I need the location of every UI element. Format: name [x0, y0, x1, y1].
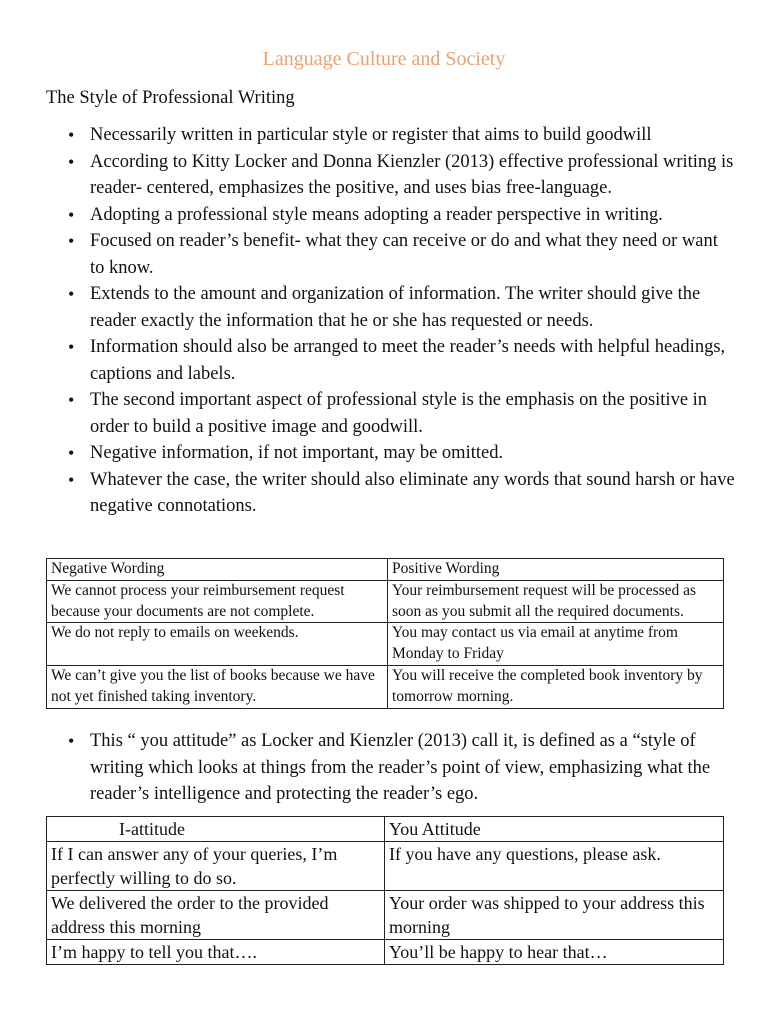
table-cell: I’m happy to tell you that…. — [47, 940, 385, 965]
table-row — [47, 940, 724, 965]
table-header-cell: Negative Wording — [47, 559, 388, 581]
table-row — [47, 580, 724, 623]
bullet-item: • The second important aspect of professional style is the emphasis on the positive in order to build a positive image and goodwill. — [46, 387, 736, 440]
bullet-list — [46, 122, 736, 520]
table-cell: You’ll be happy to hear that… — [385, 940, 724, 965]
table-cell: You will receive the completed book inventory by tomorrow morning. — [388, 665, 724, 708]
table-header-row — [47, 817, 724, 842]
bullet-item: • This “ you attitude” as Locker and Kienzler (2013) call it, is defined as a “style of writing which looks at things from the reader’s point of view, emphasizing what the reader’s intelligence and protecting the reader’s ego. — [46, 728, 736, 808]
table-cell: Your reimbursement request will be processed as soon as you submit all the required documents. — [388, 580, 724, 623]
table-row — [47, 891, 724, 940]
bullet-list — [46, 728, 736, 808]
section-heading: The Style of Professional Writing — [46, 88, 295, 108]
bullet-item: • Necessarily written in particular style or register that aims to build goodwill — [46, 122, 736, 149]
table-cell: We do not reply to emails on weekends. — [47, 623, 388, 666]
table-cell: We cannot process your reimbursement request because your documents are not complete. — [47, 580, 388, 623]
bullet-item: • Extends to the amount and organization of information. The writer should give the reader exactly the information that he or she has requested or needs. — [46, 281, 736, 334]
table-cell: We delivered the order to the provided address this morning — [47, 891, 385, 940]
bullet-item: • Whatever the case, the writer should also eliminate any words that sound harsh or have negative connotations. — [46, 467, 736, 520]
bullet-item: • Focused on reader’s benefit- what they can receive or do and what they need or want to know. — [46, 228, 736, 281]
document-title: Language Culture and Society — [262, 48, 506, 70]
table-cell: You may contact us via email at anytime from Monday to Friday — [388, 623, 724, 666]
table-header-cell: I-attitude — [47, 817, 385, 842]
attitude-table — [46, 816, 724, 965]
bullet-item: • According to Kitty Locker and Donna Kienzler (2013) effective professional writing is reader- centered, emphasizes the positive, and uses bias free-language. — [46, 149, 736, 202]
table-row — [47, 665, 724, 708]
table-cell: If I can answer any of your queries, I’m perfectly willing to do so. — [47, 842, 385, 891]
bullet-item: • Negative information, if not important, may be omitted. — [46, 440, 736, 467]
table-cell: We can’t give you the list of books because we have not yet finished taking inventory. — [47, 665, 388, 708]
table-header-cell: Positive Wording — [388, 559, 724, 581]
table-header-row — [47, 559, 724, 581]
table-row — [47, 842, 724, 891]
bullet-item: • Adopting a professional style means adopting a reader perspective in writing. — [46, 202, 736, 229]
wording-table — [46, 558, 724, 709]
table-cell: Your order was shipped to your address this morning — [385, 891, 724, 940]
table-header-cell: You Attitude — [385, 817, 724, 842]
table-row — [47, 623, 724, 666]
bullet-item: • Information should also be arranged to meet the reader’s needs with helpful headings, captions and labels. — [46, 334, 736, 387]
table-cell: If you have any questions, please ask. — [385, 842, 724, 891]
